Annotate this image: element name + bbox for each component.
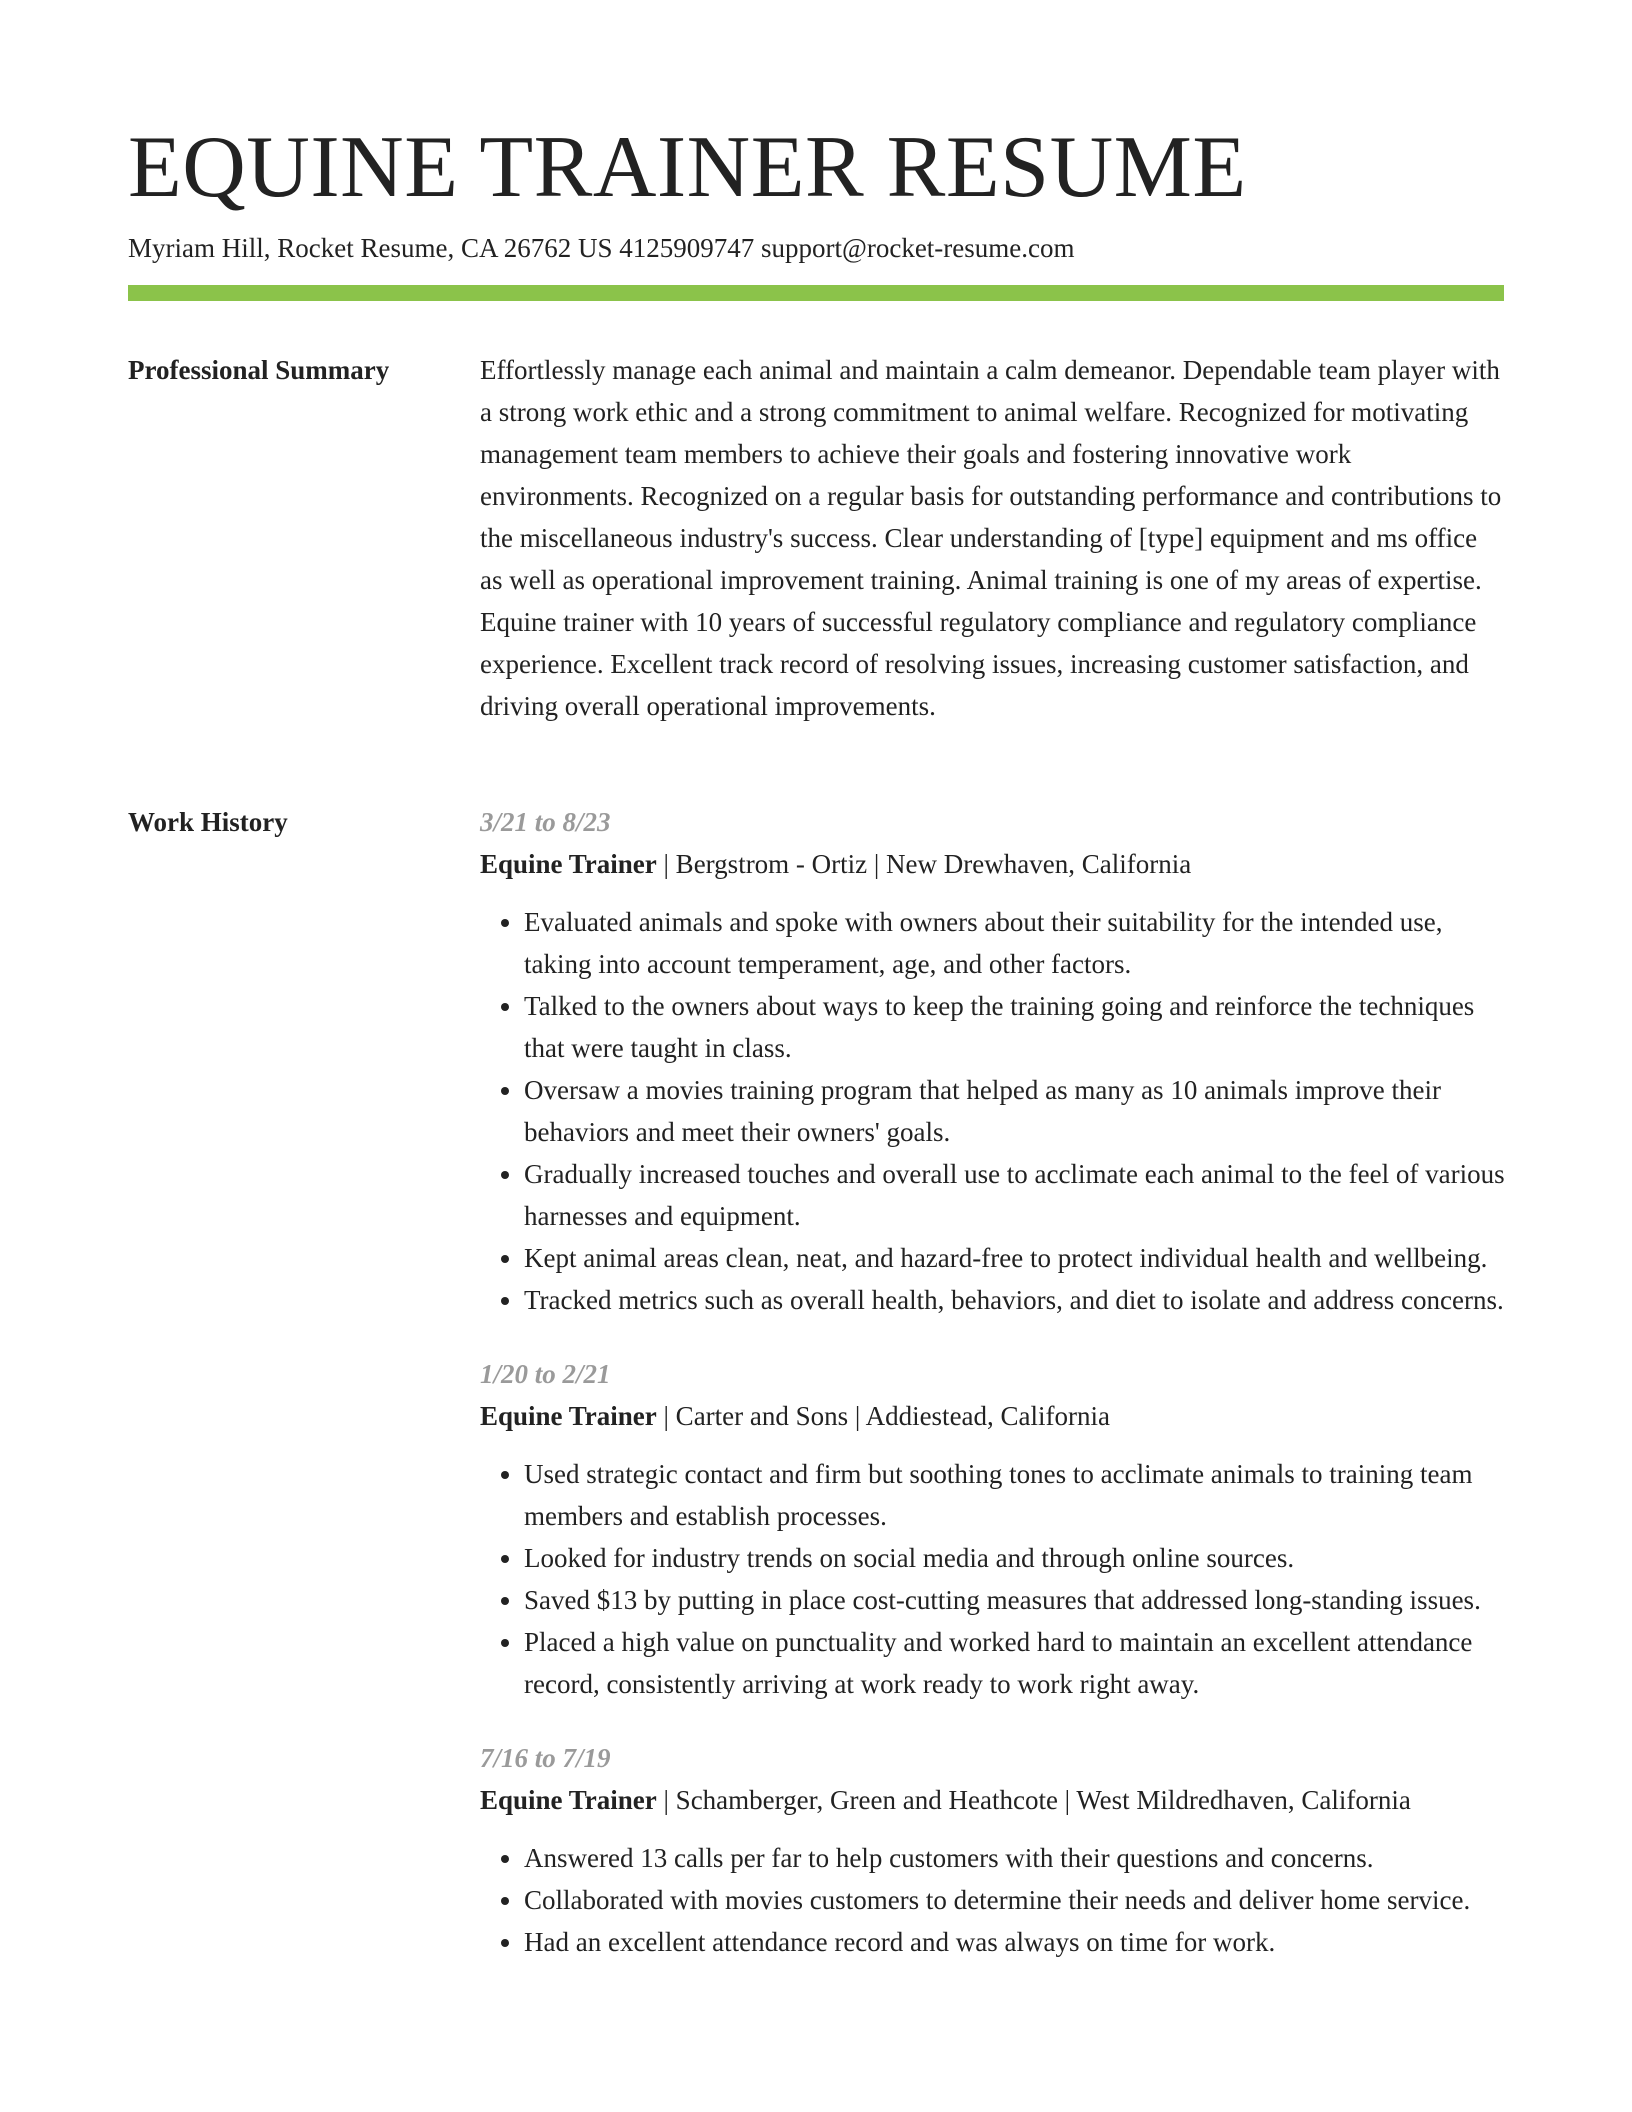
job-bullet: • Tracked metrics such as overall health, behaviors, and diet to isolate and address concerns.: [524, 1279, 1506, 1321]
professional-summary-label: Professional Summary: [128, 355, 390, 385]
job-bullet: • Answered 13 calls per far to help customers with their questions and concerns.: [524, 1837, 1506, 1879]
job-details: | Carter and Sons | Addiestead, California: [656, 1401, 1110, 1431]
job-bullet: • Gradually increased touches and overall use to acclimate each animal to the feel of various harnesses and equipment.: [524, 1153, 1506, 1237]
job-title-line: [480, 1779, 1506, 1821]
job-bullet: • Oversaw a movies training program that helped as many as 10 animals improve their behaviors and meet their owners' goals.: [524, 1069, 1506, 1153]
job-entry: [480, 1353, 1506, 1705]
job-bullet: • Kept animal areas clean, neat, and hazard-free to protect individual health and wellbeing.: [524, 1237, 1506, 1279]
header-divider: [128, 285, 1504, 301]
job-bullet: • Placed a high value on punctuality and worked hard to maintain an excellent attendance record, consistently arriving at work ready to work right away.: [524, 1621, 1506, 1705]
job-title: Equine Trainer: [480, 1401, 657, 1431]
job-details: | Schamberger, Green and Heathcote | West Mildredhaven, California: [656, 1785, 1411, 1815]
job-bullet: • Saved $13 by putting in place cost-cutting measures that addressed long-standing issues.: [524, 1579, 1506, 1621]
job-entry: [480, 1737, 1506, 1963]
job-bullet: • Collaborated with movies customers to determine their needs and deliver home service.: [524, 1879, 1506, 1921]
job-title: Equine Trainer: [480, 849, 657, 879]
work-history-body: [480, 801, 1506, 1995]
work-history-label: Work History: [128, 807, 288, 837]
job-bullet: • Talked to the owners about ways to keep the training going and reinforce the techniques that were taught in class.: [524, 985, 1506, 1069]
job-title-line: [480, 1395, 1506, 1437]
job-bullet: • Had an excellent attendance record and was always on time for work.: [524, 1921, 1506, 1963]
resume-title: EQUINE TRAINER RESUME: [128, 119, 1247, 216]
job-bullet-list: [480, 1453, 1506, 1705]
job-dates: 1/20 to 2/21: [480, 1359, 611, 1389]
job-bullet-list: [480, 1837, 1506, 1963]
professional-summary-text: Effortlessly manage each animal and maintain a calm demeanor. Dependable team player with a strong work ethic and a strong commitment to animal welfare. Recognized for motivating management team members to achieve their goals and fostering innovative work environments. Recognized on a regular basis for outstanding performance and contributions to the miscellaneous industry's success. Clear understanding of [type] equipment and ms office as well as operational improvement training. Animal training is one of my areas of expertise. Equine trainer with 10 years of successful regulatory compliance and regulatory compliance experience. Excellent track record of resolving issues, increasing customer satisfaction, and driving overall operational improvements.: [480, 355, 1502, 721]
contact-info: Myriam Hill, Rocket Resume, CA 26762 US 4125909747 support@rocket-resume.com: [128, 233, 1075, 263]
job-dates: 7/16 to 7/19: [480, 1743, 611, 1773]
job-title: Equine Trainer: [480, 1785, 657, 1815]
job-bullet: • Used strategic contact and firm but soothing tones to acclimate animals to training team members and establish processes.: [524, 1453, 1506, 1537]
job-details: | Bergstrom - Ortiz | New Drewhaven, California: [656, 849, 1192, 879]
job-bullet: • Looked for industry trends on social media and through online sources.: [524, 1537, 1506, 1579]
professional-summary-body: [480, 349, 1506, 727]
job-bullet-list: [480, 901, 1506, 1321]
job-dates: 3/21 to 8/23: [480, 807, 611, 837]
job-entry: [480, 801, 1506, 1321]
job-bullet: • Evaluated animals and spoke with owners about their suitability for the intended use, taking into account temperament, age, and other factors.: [524, 901, 1506, 985]
job-title-line: [480, 843, 1506, 885]
